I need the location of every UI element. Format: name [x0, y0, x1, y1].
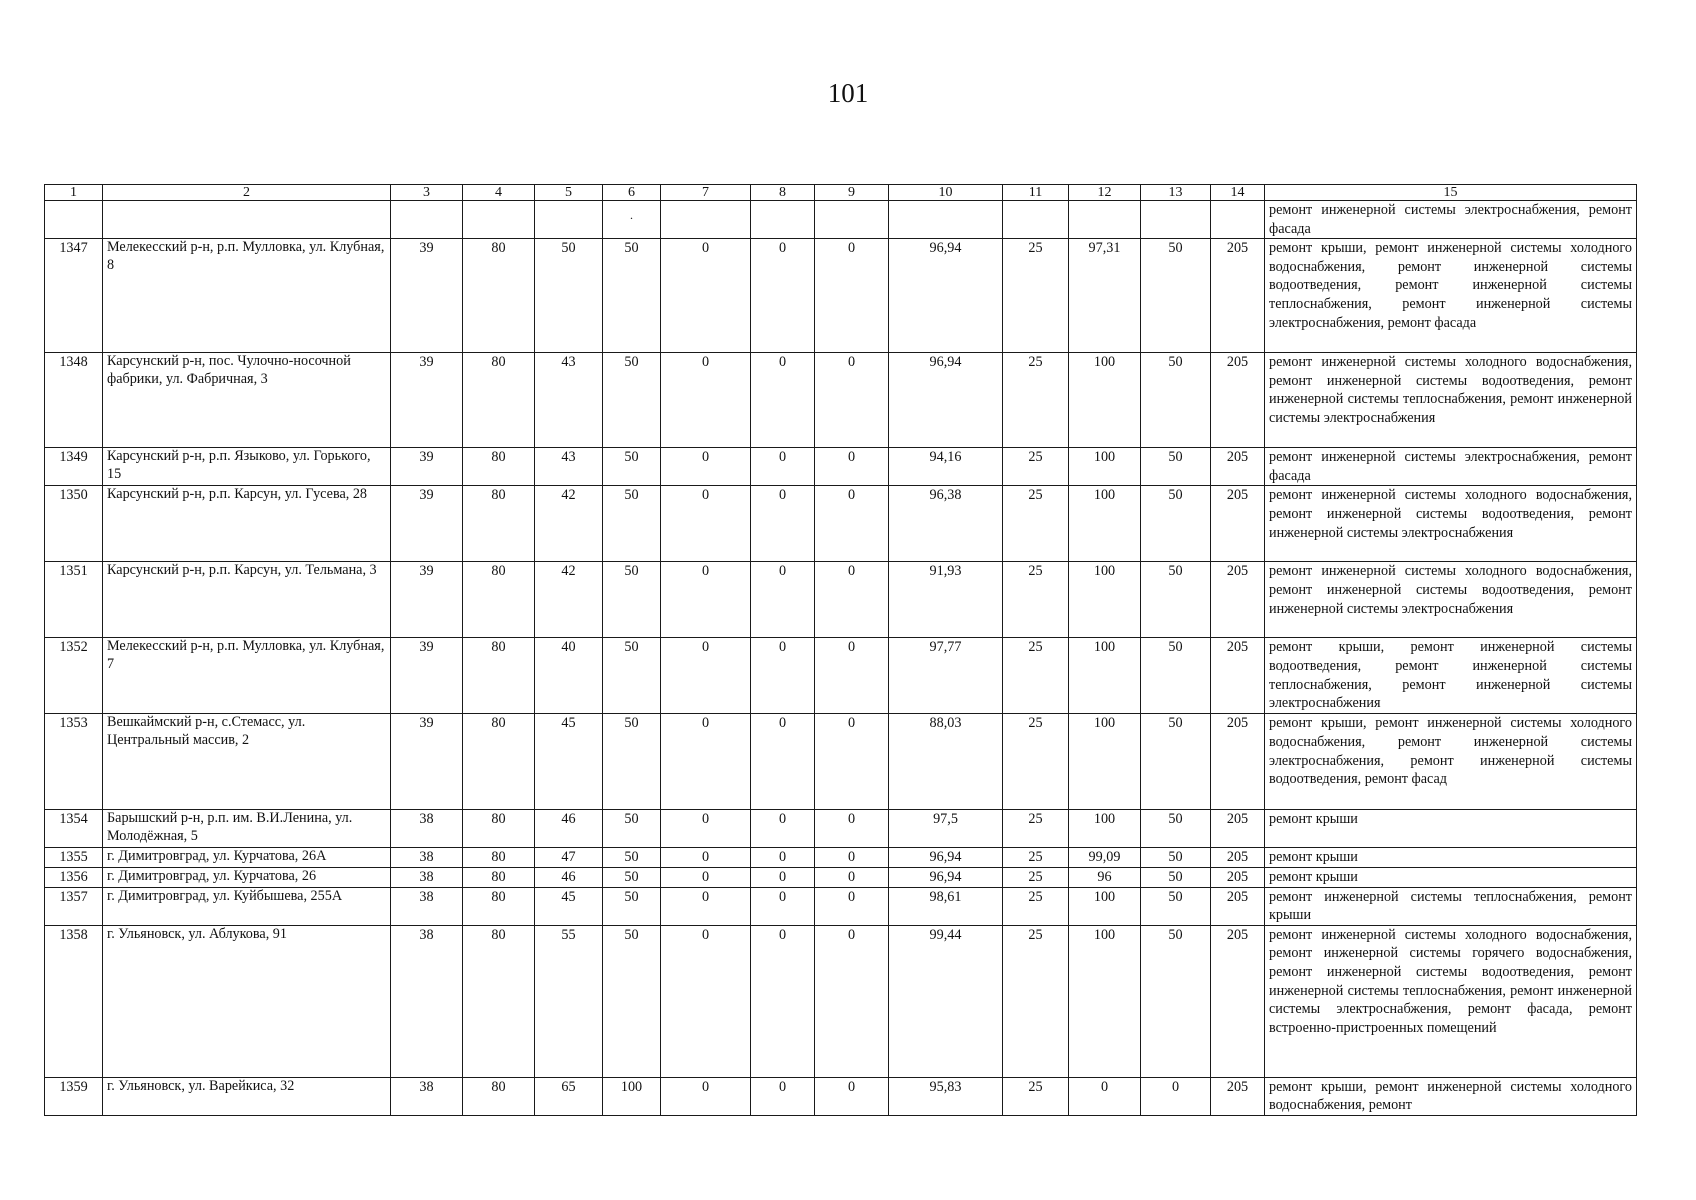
value-cell-c10: 95,83 — [889, 1077, 1003, 1115]
value-cell-c7: 0 — [661, 638, 751, 714]
cell — [751, 201, 815, 239]
value-cell-c11: 25 — [1003, 848, 1069, 868]
value-cell-c13: 50 — [1141, 562, 1211, 638]
value-cell-c9: 0 — [815, 1077, 889, 1115]
continuation-row — [45, 201, 1637, 239]
table-row — [45, 562, 1637, 638]
value-cell-c4: 80 — [463, 810, 535, 848]
value-cell-c6: 100 — [603, 1077, 661, 1115]
value-cell-c14: 205 — [1211, 810, 1265, 848]
value-cell-c7: 0 — [661, 867, 751, 887]
table-row — [45, 486, 1637, 562]
description-cell: ремонт инженерной системы холодного водоснабжения, ремонт инженерной системы водоотведения, ремонт инженерной системы электроснабжения — [1265, 562, 1637, 638]
header-cell: 8 — [751, 185, 815, 201]
address-cell: г. Димитровград, ул. Курчатова, 26 — [103, 867, 391, 887]
value-cell-c8: 0 — [751, 925, 815, 1077]
value-cell-c14: 205 — [1211, 1077, 1265, 1115]
value-cell-c4: 80 — [463, 486, 535, 562]
description-cell: ремонт крыши, ремонт инженерной системы холодного водоснабжения, ремонт — [1265, 1077, 1637, 1115]
row-number-cell: 1353 — [45, 714, 103, 810]
table-row — [45, 714, 1637, 810]
value-cell-c8: 0 — [751, 448, 815, 486]
value-cell-c8: 0 — [751, 486, 815, 562]
value-cell-c11: 25 — [1003, 353, 1069, 448]
value-cell-c11: 25 — [1003, 486, 1069, 562]
value-cell-c5: 55 — [535, 925, 603, 1077]
value-cell-c8: 0 — [751, 1077, 815, 1115]
header-cell: 9 — [815, 185, 889, 201]
value-cell-c5: 46 — [535, 867, 603, 887]
value-cell-c5: 45 — [535, 887, 603, 925]
value-cell-c6: 50 — [603, 486, 661, 562]
value-cell-c6: 50 — [603, 562, 661, 638]
value-cell-c3: 38 — [391, 887, 463, 925]
address-cell: г. Ульяновск, ул. Аблукова, 91 — [103, 925, 391, 1077]
cell — [1003, 201, 1069, 239]
value-cell-c4: 80 — [463, 867, 535, 887]
value-cell-c5: 50 — [535, 239, 603, 353]
value-cell-c4: 80 — [463, 239, 535, 353]
row-number-cell: 1351 — [45, 562, 103, 638]
header-cell: 15 — [1265, 185, 1637, 201]
header-row — [45, 185, 1637, 201]
cell — [815, 201, 889, 239]
value-cell-c9: 0 — [815, 848, 889, 868]
value-cell-c5: 47 — [535, 848, 603, 868]
value-cell-c3: 39 — [391, 562, 463, 638]
address-cell: Карсунский р-н, р.п. Карсун, ул. Гусева, 28 — [103, 486, 391, 562]
value-cell-c14: 205 — [1211, 448, 1265, 486]
table-row — [45, 848, 1637, 868]
value-cell-c5: 65 — [535, 1077, 603, 1115]
cell — [1211, 201, 1265, 239]
address-cell: Карсунский р-н, пос. Чулочно-носочной фабрики, ул. Фабричная, 3 — [103, 353, 391, 448]
value-cell-c12: 99,09 — [1069, 848, 1141, 868]
value-cell-c6: 50 — [603, 448, 661, 486]
value-cell-c13: 50 — [1141, 239, 1211, 353]
header-cell: 3 — [391, 185, 463, 201]
value-cell-c3: 39 — [391, 714, 463, 810]
table-row — [45, 353, 1637, 448]
header-cell: 4 — [463, 185, 535, 201]
value-cell-c8: 0 — [751, 714, 815, 810]
value-cell-c14: 205 — [1211, 867, 1265, 887]
value-cell-c12: 96 — [1069, 867, 1141, 887]
value-cell-c9: 0 — [815, 925, 889, 1077]
value-cell-c9: 0 — [815, 638, 889, 714]
value-cell-c10: 96,38 — [889, 486, 1003, 562]
address-cell: Мелекесский р-н, р.п. Мулловка, ул. Клубная, 7 — [103, 638, 391, 714]
value-cell-c3: 38 — [391, 810, 463, 848]
value-cell-c6: 50 — [603, 810, 661, 848]
value-cell-c11: 25 — [1003, 925, 1069, 1077]
value-cell-c6: 50 — [603, 239, 661, 353]
value-cell-c12: 100 — [1069, 638, 1141, 714]
header-cell: 6 — [603, 185, 661, 201]
description-cell: ремонт крыши — [1265, 867, 1637, 887]
value-cell-c14: 205 — [1211, 239, 1265, 353]
address-cell: Карсунский р-н, р.п. Языково, ул. Горького, 15 — [103, 448, 391, 486]
row-number-cell: 1352 — [45, 638, 103, 714]
cell — [103, 201, 391, 239]
value-cell-c12: 97,31 — [1069, 239, 1141, 353]
table-row — [45, 239, 1637, 353]
header-cell: 5 — [535, 185, 603, 201]
value-cell-c7: 0 — [661, 448, 751, 486]
description-cell: ремонт инженерной системы холодного водоснабжения, ремонт инженерной системы водоотведения, ремонт инженерной системы теплоснабжения, ремонт инженерной системы электроснабжения — [1265, 353, 1637, 448]
value-cell-c13: 0 — [1141, 1077, 1211, 1115]
value-cell-c9: 0 — [815, 448, 889, 486]
value-cell-c8: 0 — [751, 810, 815, 848]
header-cell: 11 — [1003, 185, 1069, 201]
value-cell-c10: 96,94 — [889, 867, 1003, 887]
cell — [661, 201, 751, 239]
row-number-cell: 1355 — [45, 848, 103, 868]
table-row — [45, 887, 1637, 925]
data-table — [44, 184, 1637, 1116]
value-cell-c4: 80 — [463, 353, 535, 448]
description-cell: ремонт крыши, ремонт инженерной системы холодного водоснабжения, ремонт инженерной системы электроснабжения, ремонт инженерной системы водоотведения, ремонт фасад — [1265, 714, 1637, 810]
row-number-cell: 1356 — [45, 867, 103, 887]
value-cell-c5: 43 — [535, 353, 603, 448]
value-cell-c13: 50 — [1141, 887, 1211, 925]
value-cell-c5: 46 — [535, 810, 603, 848]
description-cell: ремонт инженерной системы холодного водоснабжения, ремонт инженерной системы водоотведения, ремонт инженерной системы электроснабжения — [1265, 486, 1637, 562]
stray-mark: . — [630, 208, 633, 222]
value-cell-c4: 80 — [463, 638, 535, 714]
value-cell-c10: 91,93 — [889, 562, 1003, 638]
description-cell: ремонт инженерной системы электроснабжения, ремонт фасада — [1265, 448, 1637, 486]
value-cell-c12: 100 — [1069, 448, 1141, 486]
value-cell-c10: 99,44 — [889, 925, 1003, 1077]
value-cell-c12: 100 — [1069, 925, 1141, 1077]
value-cell-c5: 42 — [535, 562, 603, 638]
value-cell-c9: 0 — [815, 562, 889, 638]
header-cell: 12 — [1069, 185, 1141, 201]
table-row — [45, 448, 1637, 486]
header-cell: 14 — [1211, 185, 1265, 201]
value-cell-c3: 39 — [391, 486, 463, 562]
value-cell-c3: 39 — [391, 448, 463, 486]
address-cell: Вешкаймский р-н, с.Стемасс, ул. Центральный массив, 2 — [103, 714, 391, 810]
value-cell-c8: 0 — [751, 887, 815, 925]
value-cell-c4: 80 — [463, 887, 535, 925]
value-cell-c8: 0 — [751, 638, 815, 714]
value-cell-c5: 43 — [535, 448, 603, 486]
value-cell-c12: 100 — [1069, 486, 1141, 562]
value-cell-c13: 50 — [1141, 638, 1211, 714]
value-cell-c9: 0 — [815, 810, 889, 848]
value-cell-c11: 25 — [1003, 887, 1069, 925]
cell — [391, 201, 463, 239]
table-row — [45, 867, 1637, 887]
value-cell-c10: 97,77 — [889, 638, 1003, 714]
cell — [463, 201, 535, 239]
value-cell-c10: 98,61 — [889, 887, 1003, 925]
value-cell-c13: 50 — [1141, 448, 1211, 486]
row-number-cell: 1359 — [45, 1077, 103, 1115]
value-cell-c5: 42 — [535, 486, 603, 562]
value-cell-c9: 0 — [815, 239, 889, 353]
value-cell-c12: 100 — [1069, 353, 1141, 448]
value-cell-c12: 100 — [1069, 887, 1141, 925]
value-cell-c3: 39 — [391, 239, 463, 353]
value-cell-c14: 205 — [1211, 714, 1265, 810]
table-row — [45, 810, 1637, 848]
row-number-cell: 1354 — [45, 810, 103, 848]
value-cell-c3: 39 — [391, 353, 463, 448]
value-cell-c13: 50 — [1141, 925, 1211, 1077]
value-cell-c11: 25 — [1003, 810, 1069, 848]
value-cell-c11: 25 — [1003, 714, 1069, 810]
value-cell-c6: 50 — [603, 638, 661, 714]
table-body — [45, 185, 1637, 1116]
cell — [535, 201, 603, 239]
value-cell-c3: 38 — [391, 867, 463, 887]
value-cell-c8: 0 — [751, 239, 815, 353]
value-cell-c8: 0 — [751, 848, 815, 868]
value-cell-c8: 0 — [751, 867, 815, 887]
value-cell-c9: 0 — [815, 867, 889, 887]
value-cell-c8: 0 — [751, 353, 815, 448]
cell — [45, 201, 103, 239]
value-cell-c6: 50 — [603, 867, 661, 887]
value-cell-c14: 205 — [1211, 562, 1265, 638]
value-cell-c11: 25 — [1003, 562, 1069, 638]
value-cell-c11: 25 — [1003, 239, 1069, 353]
value-cell-c6: 50 — [603, 925, 661, 1077]
value-cell-c13: 50 — [1141, 714, 1211, 810]
value-cell-c12: 0 — [1069, 1077, 1141, 1115]
row-number-cell: 1350 — [45, 486, 103, 562]
description-cell: ремонт инженерной системы холодного водоснабжения, ремонт инженерной системы горячего водоснабжения, ремонт инженерной системы водоотведения, ремонт инженерной системы теплоснабжения, ремонт инженерной системы электроснабжения, ремонт фасада, ремонт встроенно-пристроенных помещений — [1265, 925, 1637, 1077]
row-number-cell: 1347 — [45, 239, 103, 353]
cell — [1141, 201, 1211, 239]
value-cell-c7: 0 — [661, 925, 751, 1077]
cell — [889, 201, 1003, 239]
value-cell-c4: 80 — [463, 562, 535, 638]
value-cell-c14: 205 — [1211, 848, 1265, 868]
header-cell: 1 — [45, 185, 103, 201]
value-cell-c9: 0 — [815, 486, 889, 562]
address-cell: Мелекесский р-н, р.п. Мулловка, ул. Клубная, 8 — [103, 239, 391, 353]
description-cell: ремонт инженерной системы электроснабжения, ремонт фасада — [1265, 201, 1637, 239]
row-number-cell: 1348 — [45, 353, 103, 448]
value-cell-c9: 0 — [815, 887, 889, 925]
value-cell-c4: 80 — [463, 714, 535, 810]
value-cell-c10: 96,94 — [889, 848, 1003, 868]
value-cell-c7: 0 — [661, 887, 751, 925]
value-cell-c4: 80 — [463, 848, 535, 868]
description-cell: ремонт крыши, ремонт инженерной системы водоотведения, ремонт инженерной системы теплоснабжения, ремонт инженерной системы электроснабжения — [1265, 638, 1637, 714]
value-cell-c10: 94,16 — [889, 448, 1003, 486]
value-cell-c13: 50 — [1141, 848, 1211, 868]
value-cell-c14: 205 — [1211, 887, 1265, 925]
description-cell: ремонт крыши — [1265, 848, 1637, 868]
value-cell-c9: 0 — [815, 714, 889, 810]
value-cell-c7: 0 — [661, 810, 751, 848]
value-cell-c7: 0 — [661, 486, 751, 562]
value-cell-c7: 0 — [661, 353, 751, 448]
description-cell: ремонт крыши — [1265, 810, 1637, 848]
address-cell: Карсунский р-н, р.п. Карсун, ул. Тельмана, 3 — [103, 562, 391, 638]
value-cell-c3: 38 — [391, 1077, 463, 1115]
value-cell-c13: 50 — [1141, 486, 1211, 562]
address-cell: Барышский р-н, р.п. им. В.И.Ленина, ул. Молодёжная, 5 — [103, 810, 391, 848]
value-cell-c13: 50 — [1141, 353, 1211, 448]
header-cell: 13 — [1141, 185, 1211, 201]
value-cell-c5: 40 — [535, 638, 603, 714]
row-number-cell: 1349 — [45, 448, 103, 486]
value-cell-c14: 205 — [1211, 486, 1265, 562]
description-cell: ремонт крыши, ремонт инженерной системы холодного водоснабжения, ремонт инженерной системы водоотведения, ремонт инженерной системы теплоснабжения, ремонт инженерной системы электроснабжения, ремонт фасада — [1265, 239, 1637, 353]
value-cell-c7: 0 — [661, 848, 751, 868]
value-cell-c12: 100 — [1069, 714, 1141, 810]
value-cell-c10: 97,5 — [889, 810, 1003, 848]
table-row — [45, 638, 1637, 714]
value-cell-c11: 25 — [1003, 867, 1069, 887]
value-cell-c6: 50 — [603, 353, 661, 448]
value-cell-c6: 50 — [603, 714, 661, 810]
cell — [603, 201, 661, 239]
value-cell-c4: 80 — [463, 1077, 535, 1115]
value-cell-c7: 0 — [661, 239, 751, 353]
value-cell-c4: 80 — [463, 448, 535, 486]
table-row — [45, 925, 1637, 1077]
value-cell-c12: 100 — [1069, 562, 1141, 638]
value-cell-c7: 0 — [661, 562, 751, 638]
value-cell-c11: 25 — [1003, 448, 1069, 486]
value-cell-c14: 205 — [1211, 925, 1265, 1077]
value-cell-c13: 50 — [1141, 810, 1211, 848]
value-cell-c9: 0 — [815, 353, 889, 448]
page-number: 101 — [827, 78, 869, 108]
value-cell-c10: 88,03 — [889, 714, 1003, 810]
header-cell: 10 — [889, 185, 1003, 201]
address-cell: г. Ульяновск, ул. Варейкиса, 32 — [103, 1077, 391, 1115]
value-cell-c11: 25 — [1003, 638, 1069, 714]
header-cell: 7 — [661, 185, 751, 201]
address-cell: г. Димитровград, ул. Курчатова, 26А — [103, 848, 391, 868]
value-cell-c12: 100 — [1069, 810, 1141, 848]
value-cell-c3: 39 — [391, 638, 463, 714]
value-cell-c7: 0 — [661, 1077, 751, 1115]
value-cell-c14: 205 — [1211, 353, 1265, 448]
value-cell-c8: 0 — [751, 562, 815, 638]
value-cell-c13: 50 — [1141, 867, 1211, 887]
value-cell-c4: 80 — [463, 925, 535, 1077]
cell — [1069, 201, 1141, 239]
value-cell-c6: 50 — [603, 887, 661, 925]
value-cell-c5: 45 — [535, 714, 603, 810]
value-cell-c10: 96,94 — [889, 353, 1003, 448]
value-cell-c11: 25 — [1003, 1077, 1069, 1115]
row-number-cell: 1357 — [45, 887, 103, 925]
description-cell: ремонт инженерной системы теплоснабжения, ремонт крыши — [1265, 887, 1637, 925]
header-cell: 2 — [103, 185, 391, 201]
value-cell-c3: 38 — [391, 848, 463, 868]
value-cell-c3: 38 — [391, 925, 463, 1077]
value-cell-c14: 205 — [1211, 638, 1265, 714]
row-number-cell: 1358 — [45, 925, 103, 1077]
value-cell-c6: 50 — [603, 848, 661, 868]
table-row — [45, 1077, 1637, 1115]
value-cell-c7: 0 — [661, 714, 751, 810]
value-cell-c10: 96,94 — [889, 239, 1003, 353]
address-cell: г. Димитровград, ул. Куйбышева, 255А — [103, 887, 391, 925]
